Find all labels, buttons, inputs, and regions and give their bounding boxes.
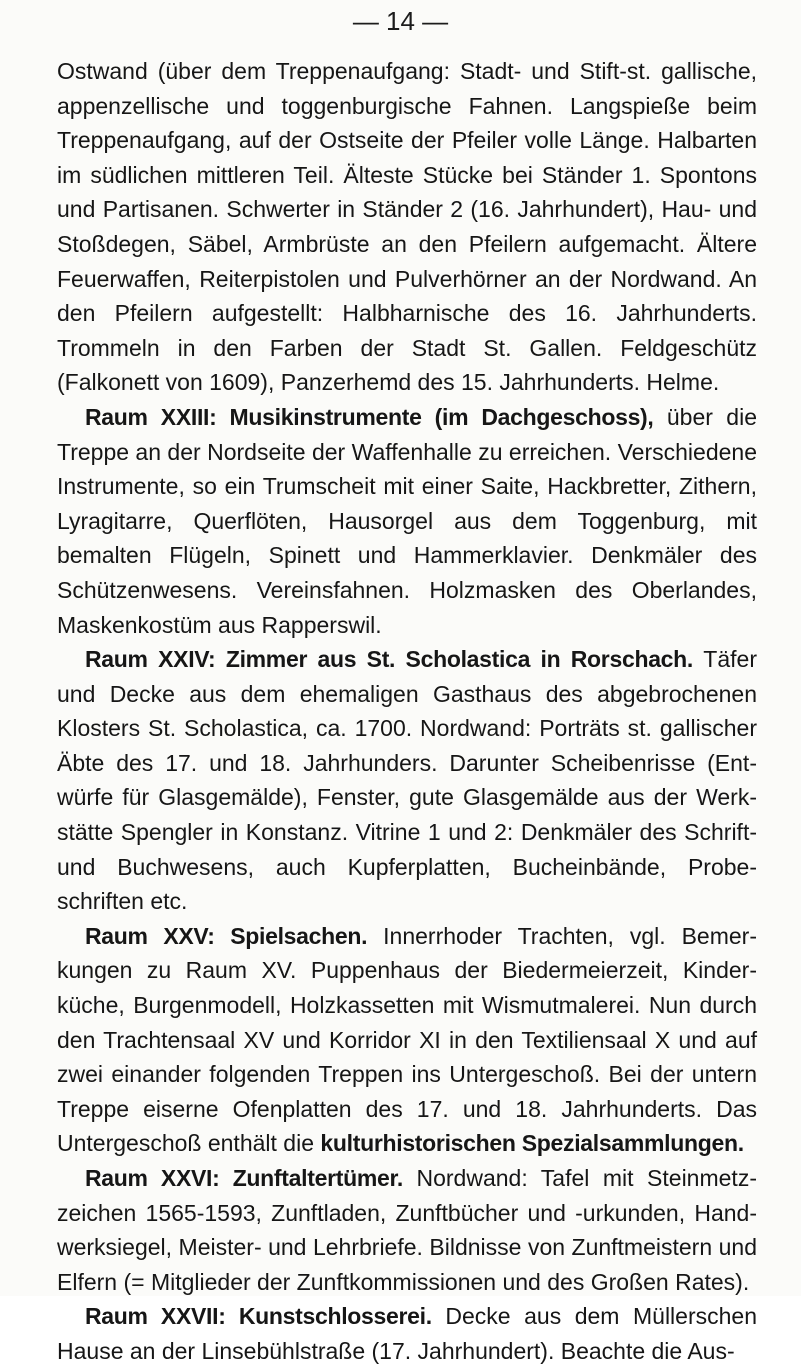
section-heading: Raum XXVII: Kunstschlosserei. <box>85 1303 432 1330</box>
paragraph-text: Täfer und Decke aus dem ehemaligen Gasthaus des abgebrochenen Klosters St. Scholastica, ca. 1700. Nordwand: Porträts st. gallischer Äbte des 17. und 18. Jahrhunders. Darunter Scheibenrisse (Entwürfe für Glasgemälde), Fenster, gute Glasgemälde aus der Werkstätte Spengler in Konstanz. Vitrine 1 und 2: Denkmäler des Schrift- und Buchwesens, auch Kupferplatten, Bucheinbände, Probeschriften etc. <box>57 646 757 915</box>
inline-heading: kulturhistorischen Spezialsammlungen. <box>320 1130 744 1157</box>
paragraph-text: Ostwand (über dem Treppenaufgang: Stadt- und Stift-st. gallische, appenzellische und toggenburgische Fahnen. Langspieße beim Treppenaufgang, auf der Ostseite der Pfeiler volle Länge. Halbarten im südlichen mittleren Teil. Älteste Stücke bei Ständer 1. Spontons und Partisanen. Schwerter in Ständer 2 (16. Jahrhundert), Hau- und Stoßdegen, Säbel, Armbrüste an den Pfeilern aufgemacht. Ältere Feuerwaffen, Reiterpistolen und Pulverhörner an der Nordwand. An den Pfeilern aufgestellt: Halbharnische des 16. Jahrhunderts. Trommeln in den Farben der Stadt St. Gallen. Feldgeschütz (Falkonett von 1609), Panzerhemd des 15. Jahrhunderts. Helme. <box>57 58 757 396</box>
body-text <box>57 54 757 1369</box>
paragraph-raum-xxvii <box>57 1299 757 1368</box>
section-heading: Raum XXV: Spielsachen. <box>85 922 368 949</box>
paragraph-ostwand <box>57 54 757 400</box>
page-number: — 14 — <box>352 6 449 36</box>
paragraph-text: Nordwand: Tafel mit Steinmetzzeichen 1565-1593, Zunftladen, Zunftbücher und -urkunden, Handwerksiegel, Meister- und Lehrbriefe. Bildnisse von Zunftmeistern und Elfern (= Mitglieder der Zunftkommissionen und des Großen Rates). <box>57 1165 757 1295</box>
paragraph-raum-xxiii <box>57 400 757 642</box>
section-heading: Raum XXVI: Zunftaltertümer. <box>85 1165 403 1191</box>
section-heading: Raum XXIII: Musikinstrumente (im Dachgeschoss), <box>85 403 654 430</box>
paragraph-text: über die Treppe an der Nordseite der Waffenhalle zu erreichen. Verschiedene Instrumente, so ein Trumscheit mit einer Saite, Hackbretter, Zithern, Lyragitarre, Querflöten, Hausorgel aus dem Toggenburg, mit bemalten Flügeln, Spinett und Hammerklavier. Denkmäler des Schützenwesens. Vereinsfahnen. Holzmasken des Oberlandes, Maskenkostüm aus Rapperswil. <box>57 403 757 638</box>
paragraph-raum-xxv <box>57 919 757 1161</box>
paragraph-text: Decke aus dem Müllerschen Hause an der Linsebühlstraße (17. Jahrhundert). Beachte die Aus- <box>57 1303 757 1364</box>
paragraph-text: Innerrhoder Trachten, vgl. Bemerkungen zu Raum XV. Puppenhaus der Biedermeierzeit, Kinderküche, Burgenmodell, Holzkassetten mit Wismutmalerei. Nun durch den Trachtensaal XV und Korridor XI in den Textiliensaal X und auf zwei einander folgenden Treppen ins Untergeschoß. Bei der untern Treppe eiserne Ofenplatten des 17. und 18. Jahrhunderts. Das Untergeschoß enthält die <box>57 922 757 1157</box>
paragraph-raum-xxvi <box>57 1161 757 1299</box>
section-heading: Raum XXIV: Zimmer aus St. Scholastica in Rorschach. <box>85 646 694 673</box>
paragraph-raum-xxiv <box>57 642 757 919</box>
